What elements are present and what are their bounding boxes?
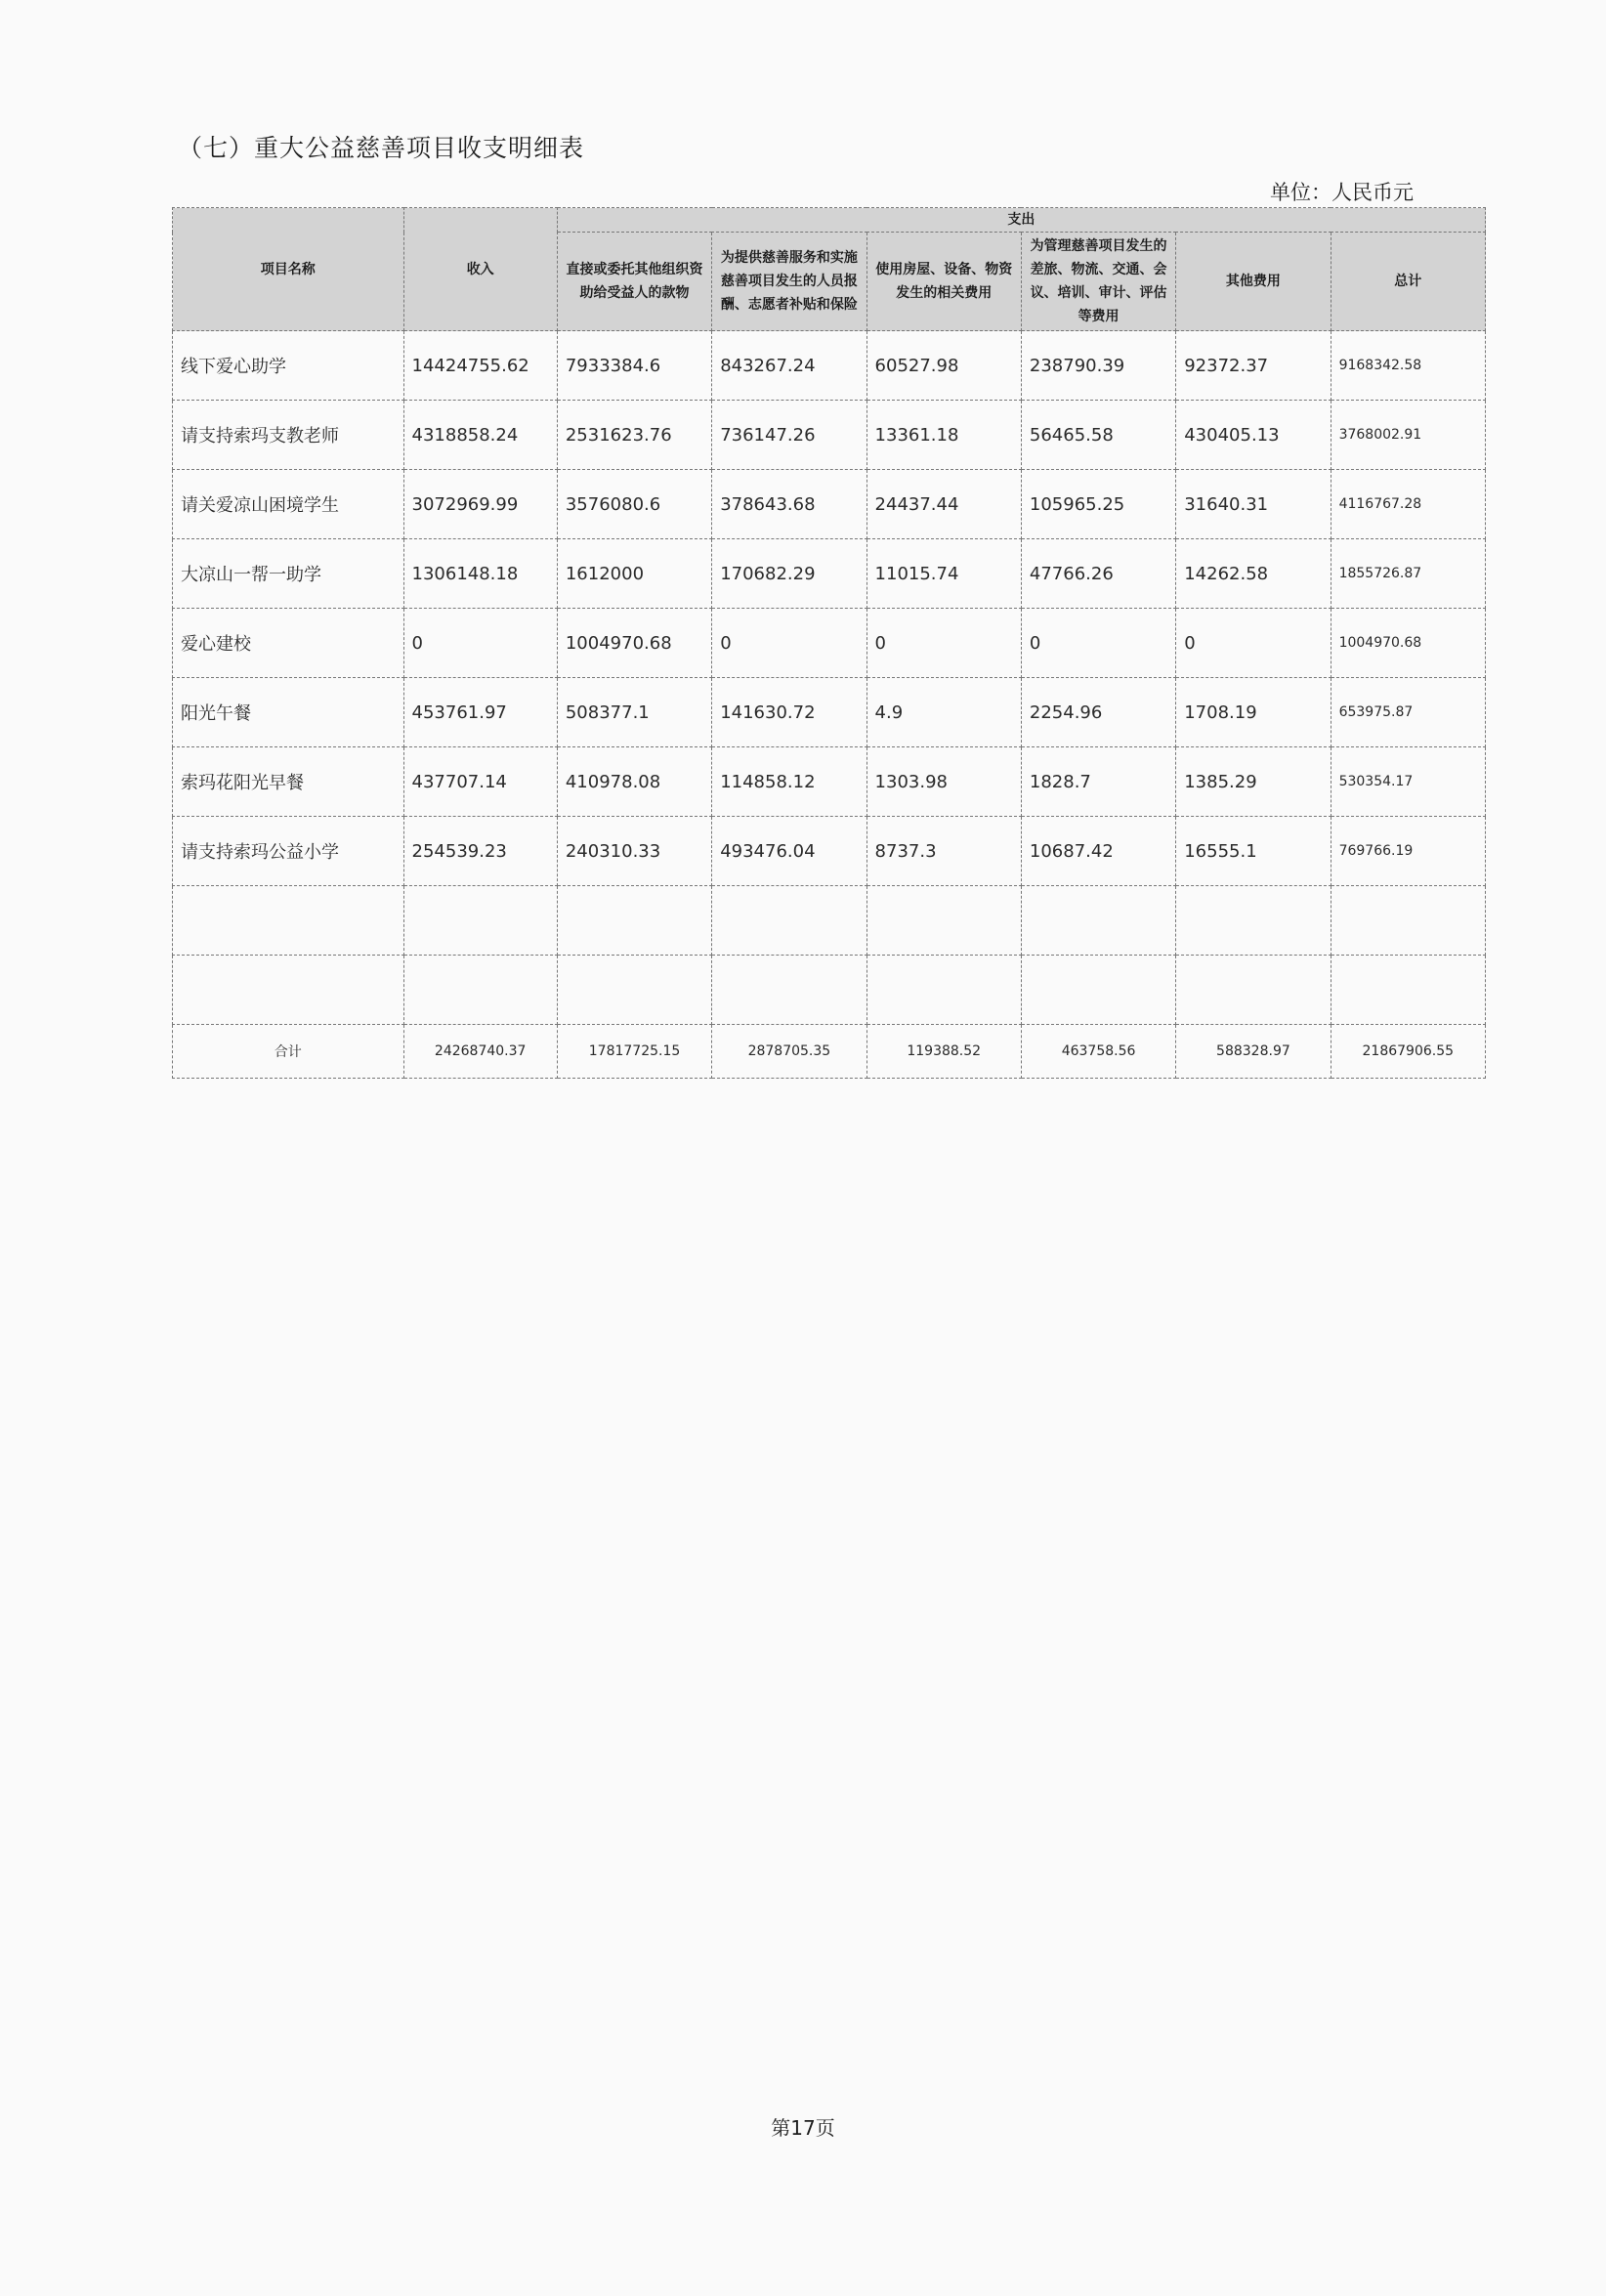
cell-income: 14424755.62	[403, 331, 557, 401]
header-facility-cost: 使用房屋、设备、物资发生的相关费用	[866, 233, 1021, 331]
project-income-expense-table	[172, 207, 1486, 1079]
cell-other-cost: 1708.19	[1176, 678, 1331, 747]
cell-facility-cost: 13361.18	[866, 401, 1021, 470]
header-management-cost: 为管理慈善项目发生的差旅、物流、交通、会议、培训、审计、评估等费用	[1021, 233, 1175, 331]
section-title: （七）重大公益慈善项目收支明细表	[178, 134, 585, 162]
cell-personnel-cost: 378643.68	[712, 470, 866, 539]
cell-project-name	[173, 956, 404, 1025]
cell-project-name: 阳光午餐	[173, 678, 404, 747]
total-row	[173, 1025, 1486, 1079]
cell-project-name: 请关爱凉山困境学生	[173, 470, 404, 539]
header-income: 收入	[403, 208, 557, 331]
cell-facility-cost: 24437.44	[866, 470, 1021, 539]
cell-total: 4116767.28	[1331, 470, 1485, 539]
cell-facility-cost: 0	[866, 609, 1021, 678]
cell-other-cost: 16555.1	[1176, 817, 1331, 886]
cell-project-name: 线下爱心助学	[173, 331, 404, 401]
cell-management-cost: 2254.96	[1021, 678, 1175, 747]
cell-management-cost: 56465.58	[1021, 401, 1175, 470]
page-number: 第17页	[771, 2116, 835, 2140]
header-other-cost: 其他费用	[1176, 233, 1331, 331]
table-row	[173, 678, 1486, 747]
cell-total: 1855726.87	[1331, 539, 1485, 609]
cell-direct-aid	[557, 956, 711, 1025]
cell-facility-cost: 4.9	[866, 678, 1021, 747]
cell-other-cost: 1385.29	[1176, 747, 1331, 817]
cell-other-cost: 0	[1176, 609, 1331, 678]
cell-income	[403, 956, 557, 1025]
cell-other-cost: 14262.58	[1176, 539, 1331, 609]
cell-facility-cost: 8737.3	[866, 817, 1021, 886]
cell-income: 3072969.99	[403, 470, 557, 539]
header-expense-group: 支出	[557, 208, 1485, 233]
cell-income: 1306148.18	[403, 539, 557, 609]
total-label: 合计	[173, 1025, 404, 1079]
table-row	[173, 747, 1486, 817]
cell-personnel-cost: 736147.26	[712, 401, 866, 470]
header-project-name: 项目名称	[173, 208, 404, 331]
cell-direct-aid: 1612000	[557, 539, 711, 609]
cell-personnel-cost: 493476.04	[712, 817, 866, 886]
cell-facility-cost	[866, 886, 1021, 956]
cell-other-cost	[1176, 886, 1331, 956]
cell-other-cost: 92372.37	[1176, 331, 1331, 401]
total-personnel-cost: 2878705.35	[712, 1025, 866, 1079]
cell-management-cost: 0	[1021, 609, 1175, 678]
cell-project-name: 请支持索玛公益小学	[173, 817, 404, 886]
cell-direct-aid: 2531623.76	[557, 401, 711, 470]
cell-total	[1331, 886, 1485, 956]
cell-income: 254539.23	[403, 817, 557, 886]
cell-total: 530354.17	[1331, 747, 1485, 817]
total-direct-aid: 17817725.15	[557, 1025, 711, 1079]
cell-direct-aid: 410978.08	[557, 747, 711, 817]
cell-direct-aid: 508377.1	[557, 678, 711, 747]
cell-other-cost: 31640.31	[1176, 470, 1331, 539]
total-other-cost: 588328.97	[1176, 1025, 1331, 1079]
cell-direct-aid: 240310.33	[557, 817, 711, 886]
cell-facility-cost	[866, 956, 1021, 1025]
table-row	[173, 817, 1486, 886]
cell-income: 0	[403, 609, 557, 678]
total-income: 24268740.37	[403, 1025, 557, 1079]
table-row	[173, 956, 1486, 1025]
cell-total: 769766.19	[1331, 817, 1485, 886]
cell-facility-cost: 60527.98	[866, 331, 1021, 401]
cell-personnel-cost: 170682.29	[712, 539, 866, 609]
cell-management-cost: 10687.42	[1021, 817, 1175, 886]
cell-management-cost	[1021, 886, 1175, 956]
table-body	[173, 331, 1486, 1025]
header-personnel-cost: 为提供慈善服务和实施慈善项目发生的人员报酬、志愿者补贴和保险	[712, 233, 866, 331]
table-row	[173, 886, 1486, 956]
cell-project-name: 大凉山一帮一助学	[173, 539, 404, 609]
cell-management-cost	[1021, 956, 1175, 1025]
cell-facility-cost: 1303.98	[866, 747, 1021, 817]
cell-personnel-cost: 141630.72	[712, 678, 866, 747]
cell-personnel-cost: 843267.24	[712, 331, 866, 401]
header-total: 总计	[1331, 233, 1485, 331]
cell-income: 453761.97	[403, 678, 557, 747]
table-row	[173, 470, 1486, 539]
cell-personnel-cost	[712, 956, 866, 1025]
cell-total	[1331, 956, 1485, 1025]
unit-label: 单位：人民币元	[1270, 181, 1414, 204]
total-management-cost: 463758.56	[1021, 1025, 1175, 1079]
cell-management-cost: 238790.39	[1021, 331, 1175, 401]
cell-other-cost: 430405.13	[1176, 401, 1331, 470]
cell-direct-aid: 1004970.68	[557, 609, 711, 678]
cell-income	[403, 886, 557, 956]
cell-facility-cost: 11015.74	[866, 539, 1021, 609]
table-row	[173, 609, 1486, 678]
cell-direct-aid: 3576080.6	[557, 470, 711, 539]
cell-direct-aid	[557, 886, 711, 956]
header-direct-aid: 直接或委托其他组织资助给受益人的款物	[557, 233, 711, 331]
cell-management-cost: 1828.7	[1021, 747, 1175, 817]
cell-project-name: 请支持索玛支教老师	[173, 401, 404, 470]
total-facility-cost: 119388.52	[866, 1025, 1021, 1079]
cell-direct-aid: 7933384.6	[557, 331, 711, 401]
cell-total: 653975.87	[1331, 678, 1485, 747]
cell-management-cost: 47766.26	[1021, 539, 1175, 609]
cell-project-name	[173, 886, 404, 956]
cell-total: 9168342.58	[1331, 331, 1485, 401]
table-row	[173, 331, 1486, 401]
cell-income: 4318858.24	[403, 401, 557, 470]
cell-personnel-cost: 114858.12	[712, 747, 866, 817]
cell-personnel-cost: 0	[712, 609, 866, 678]
cell-other-cost	[1176, 956, 1331, 1025]
cell-total: 3768002.91	[1331, 401, 1485, 470]
cell-income: 437707.14	[403, 747, 557, 817]
cell-project-name: 爱心建校	[173, 609, 404, 678]
table-row	[173, 539, 1486, 609]
cell-personnel-cost	[712, 886, 866, 956]
cell-project-name: 索玛花阳光早餐	[173, 747, 404, 817]
cell-total: 1004970.68	[1331, 609, 1485, 678]
cell-management-cost: 105965.25	[1021, 470, 1175, 539]
total-grand-total: 21867906.55	[1331, 1025, 1485, 1079]
table-row	[173, 401, 1486, 470]
